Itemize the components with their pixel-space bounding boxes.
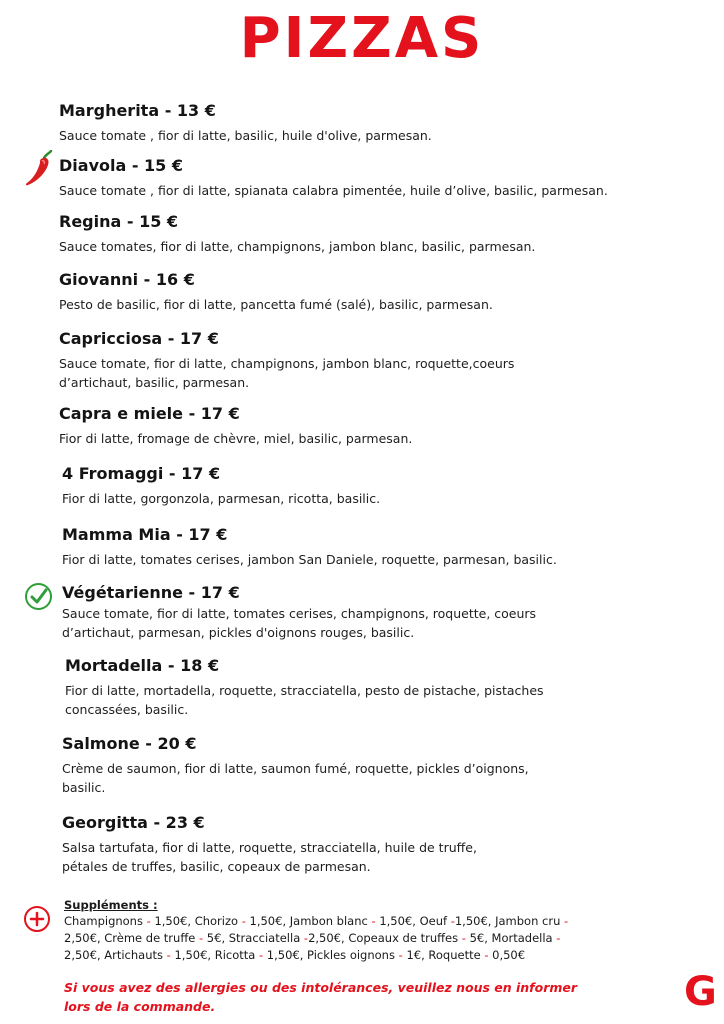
pizza-name: Capra e miele - 17 € [59, 404, 240, 423]
pizza-name: Giovanni - 16 € [59, 270, 195, 289]
supplements-line: 2,50€, Artichauts - 1,50€, Ricotta - 1,50€, Pickles oignons - 1€, Roquette - 0,50€ [64, 948, 526, 962]
pizza-item-giovanni [59, 270, 493, 314]
pizza-item-regina [59, 212, 535, 256]
pizza-item-georgitta [62, 813, 477, 876]
pizza-description: Fior di latte, fromage de chèvre, miel, basilic, parmesan. [59, 431, 413, 446]
pizza-name: Salmone - 20 € [62, 734, 197, 753]
pizza-name: Georgitta - 23 € [62, 813, 205, 832]
supplements-line: Champignons - 1,50€, Chorizo - 1,50€, Jambon blanc - 1,50€, Oeuf -1,50€, Jambon cru - [64, 914, 569, 928]
pizza-description: Fior di latte, mortadella, roquette, stracciatella, pesto de pistache, pistaches concassées, basilic. [65, 683, 544, 717]
pizza-name: Mamma Mia - 17 € [62, 525, 228, 544]
check-circle-icon [24, 582, 53, 615]
pizza-item-margherita [59, 101, 432, 145]
pizza-name: Diavola - 15 € [59, 156, 184, 175]
supplements-title: Suppléments : [64, 898, 158, 912]
brand-logo: G [684, 969, 717, 1015]
pizza-description: Sauce tomate , fior di latte, spianata calabra pimentée, huile d’olive, basilic, parmesan. [59, 183, 608, 198]
pizza-name: 4 Fromaggi - 17 € [62, 464, 221, 483]
chili-pepper-icon [24, 150, 54, 192]
pizza-description: Sauce tomate, fior di latte, champignons, jambon blanc, roquette,coeurs d’artichaut, basilic, parmesan. [59, 356, 515, 390]
pizza-item-4-fromaggi [62, 464, 380, 508]
pizza-description: Fior di latte, tomates cerises, jambon San Daniele, roquette, parmesan, basilic. [62, 552, 557, 567]
pizza-description: Salsa tartufata, fior di latte, roquette, stracciatella, huile de truffe, pétales de truffes, basilic, copeaux de parmesan. [62, 840, 477, 874]
pizza-item-salmone [62, 734, 529, 797]
page-title: PIZZAS [239, 6, 485, 71]
allergy-note: Si vous avez des allergies ou des intolérances, veuillez nous en informer lors de la commande. [64, 980, 578, 1014]
pizza-description: Sauce tomate, fior di latte, tomates cerises, champignons, roquette, coeurs d’artichaut, parmesan, pickles d'oignons rouges, basilic. [62, 606, 537, 640]
pizza-item-mamma-mia [62, 525, 557, 569]
supplements-line: 2,50€, Crème de truffe - 5€, Stracciatella -2,50€, Copeaux de truffes - 5€, Mortadella - [64, 931, 561, 945]
pizza-description: Sauce tomates, fior di latte, champignons, jambon blanc, basilic, parmesan. [59, 239, 536, 254]
pizza-description: Sauce tomate , fior di latte, basilic, huile d'olive, parmesan. [59, 128, 432, 143]
plus-circle-icon [23, 905, 51, 937]
pizza-name: Regina - 15 € [59, 212, 179, 231]
pizza-name: Margherita - 13 € [59, 101, 216, 120]
pizza-name: Végétarienne - 17 € [62, 583, 240, 602]
pizza-name: Capricciosa - 17 € [59, 329, 219, 348]
pizza-item-capricciosa [59, 329, 514, 392]
pizza-item-vegetarienne [62, 583, 536, 642]
pizza-item-capra-e-miele [59, 404, 412, 448]
pizza-name: Mortadella - 18 € [65, 656, 220, 675]
pizza-description: Fior di latte, gorgonzola, parmesan, ricotta, basilic. [62, 491, 381, 506]
pizza-description: Crème de saumon, fior di latte, saumon fumé, roquette, pickles d’oignons, basilic. [62, 761, 529, 795]
pizza-item-mortadella [65, 656, 544, 719]
supplements-section [64, 897, 664, 964]
pizza-item-diavola [59, 156, 608, 200]
pizza-description: Pesto de basilic, fior di latte, pancetta fumé (salé), basilic, parmesan. [59, 297, 493, 312]
